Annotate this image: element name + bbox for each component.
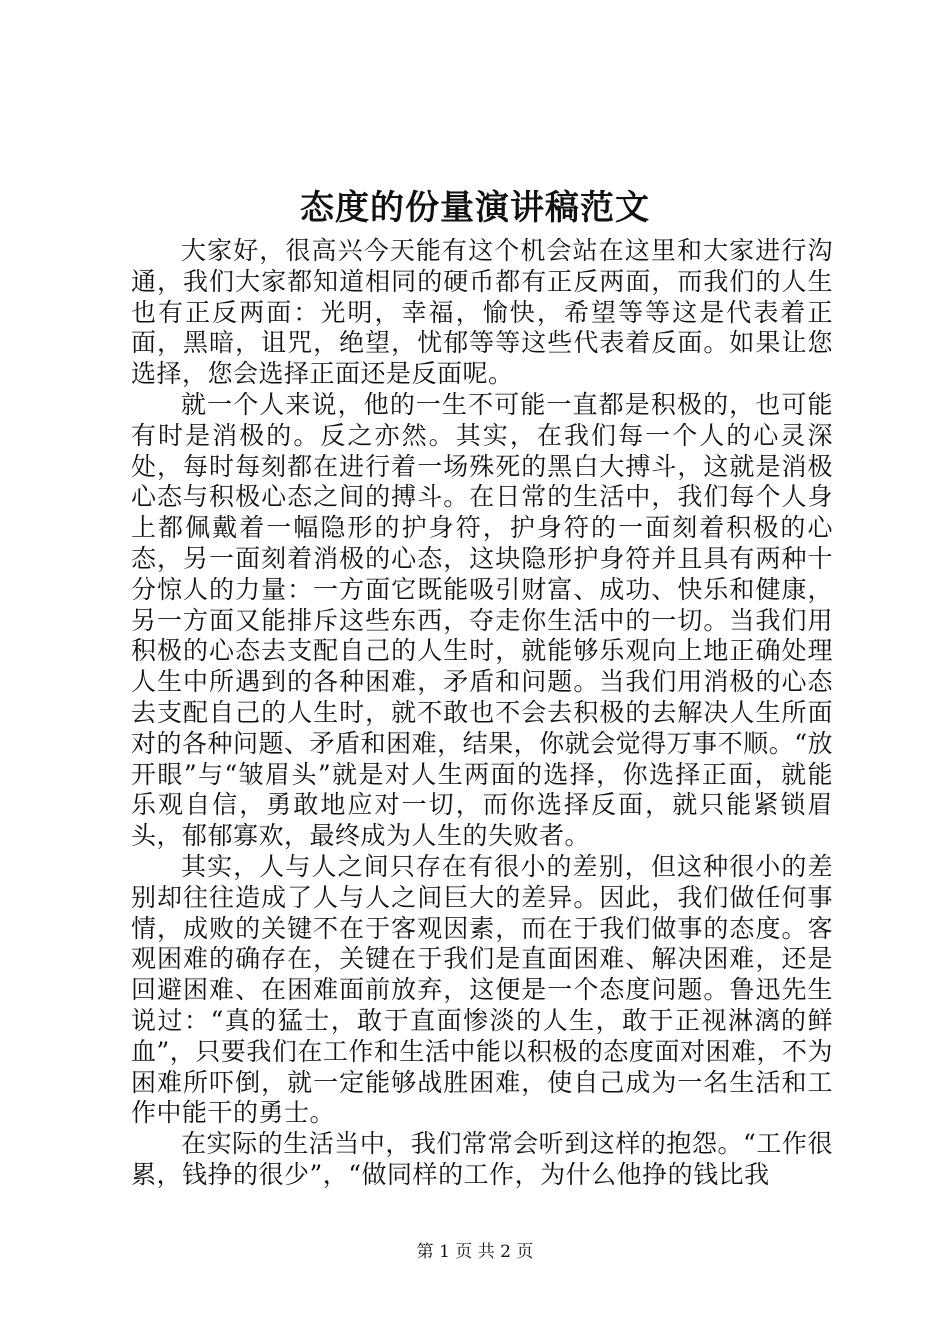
- paragraph-1: 大家好，很高兴今天能有这个机会站在这里和大家进行沟通，我们大家都知道相同的硬币都有正反两面，而我们的人生也有正反两面：光明，幸福，愉快，希望等等这是代表着正面，黑暗，诅咒，绝望，忧郁等等这些代表着反面。如果让您选择，您会选择正面还是反面呢。: [131, 236, 833, 389]
- paragraph-4: 在实际的生活当中，我们常常会听到这样的抱怨。“工作很累，钱挣的很少”，“做同样的工作，为什么他挣的钱比我: [131, 1129, 833, 1189]
- paragraph-2: 就一个人来说，他的一生不可能一直都是积极的，也可能有时是消极的。反之亦然。其实，在我们每一个人的心灵深处，每时每刻都在进行着一场殊死的黑白大搏斗，这就是消极心态与积极心态之间的搏斗。在日常的生活中，我们每个人身上都佩戴着一幅隐形的护身符，护身符的一面刻着积极的心态，另一面刻着消极的心态，这块隐形护身符并且具有两种十分惊人的力量：一方面它既能吸引财富、成功、快乐和健康，另一方面又能排斥这些东西，夺走你生活中的一切。当我们用积极的心态去支配自己的人生时，就能够乐观向上地正确处理人生中所遇到的各种困难，矛盾和问题。当我们用消极的心态去支配自己的人生时，就不敢也不会去积极的去解决人生所面对的各种问题、矛盾和困难，结果，你就会觉得万事不顺。“放开眼”与“皱眉头”就是对人生两面的选择，你选择正面，就能乐观自信，勇敢地应对一切，而你选择反面，就只能紧锁眉头，郁郁寡欢，最终成为人生的失败者。: [131, 389, 833, 851]
- paragraph-3: 其实，人与人之间只存在有很小的差别，但这种很小的差别却往往造成了人与人之间巨大的差异。因此，我们做任何事情，成败的关键不在于客观因素，而在于我们做事的态度。客观困难的确存在，关键在于我们是直面困难、解决困难，还是回避困难、在困难面前放弃，这便是一个态度问题。鲁迅先生说过：“真的猛士，敢于直面惨淡的人生，敢于正视淋漓的鲜血”，只要我们在工作和生活中能以积极的态度面对困难，不为困难所吓倒，就一定能够战胜困难，使自己成为一名生活和工作中能干的勇士。: [131, 851, 833, 1128]
- document-body: [131, 236, 833, 1191]
- document-title: 态度的份量演讲稿范文: [300, 188, 650, 228]
- page-footer: 第 1 页 共 2 页: [416, 1242, 534, 1262]
